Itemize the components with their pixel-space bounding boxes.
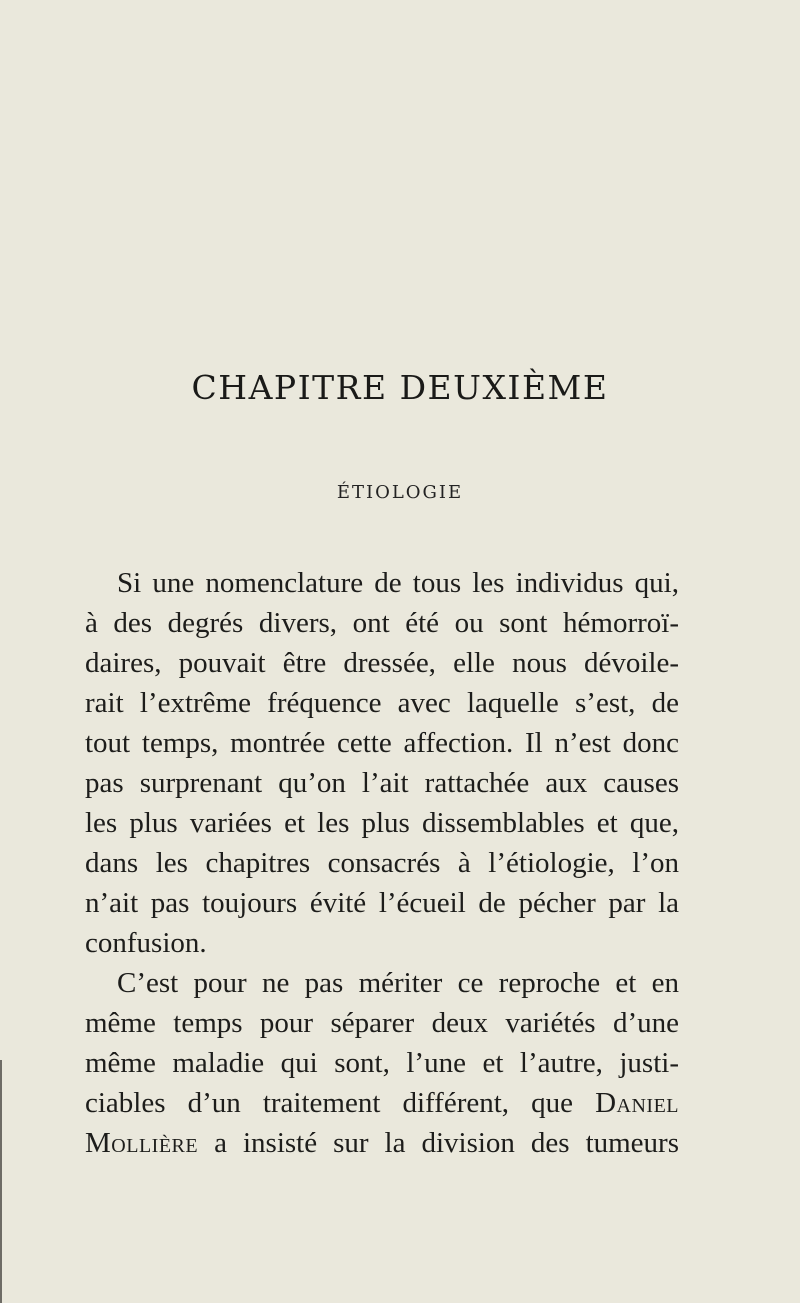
text-line: même maladie qui sont, l’une et l’autre, justi- <box>85 1047 679 1079</box>
text-line: tout temps, montrée cette affection. Il n’est donc <box>85 727 679 759</box>
text-line: dans les chapitres consacrés à l’étiologie, l’on <box>85 847 679 879</box>
text-line: les plus variées et les plus dissemblables et que, <box>85 807 679 839</box>
author-first-name: Daniel <box>595 1087 680 1119</box>
text-line: rait l’extrême fréquence avec laquelle s’est, de <box>85 687 679 719</box>
text-span: a insisté sur la division des tumeurs <box>214 1127 679 1159</box>
text-line: Si une nomenclature de tous les individus qui, <box>117 567 679 599</box>
text-line: confusion. <box>85 927 207 959</box>
chapter-title: CHAPITRE DEUXIÈME <box>191 368 609 407</box>
text-line: à des degrés divers, ont été ou sont hémorroï- <box>85 607 679 639</box>
chapter-subtitle: ÉTIOLOGIE <box>336 482 464 503</box>
text-line-with-name <box>85 1083 679 1123</box>
text-span: ciables d’un traitement différent, que <box>85 1087 573 1119</box>
text-line: n’ait pas toujours évité l’écueil de pécher par la <box>85 887 679 919</box>
text-line: même temps pour séparer deux variétés d’une <box>85 1007 679 1039</box>
text-line: pas surprenant qu’on l’ait rattachée aux causes <box>85 767 679 799</box>
page-edge-shadow <box>0 1060 2 1303</box>
text-line: daires, pouvait être dressée, elle nous dévoile- <box>85 647 679 679</box>
text-line-with-name <box>85 1123 679 1163</box>
text-line: C’est pour ne pas mériter ce reproche et en <box>117 967 679 999</box>
author-last-name: Mollière <box>85 1127 199 1159</box>
